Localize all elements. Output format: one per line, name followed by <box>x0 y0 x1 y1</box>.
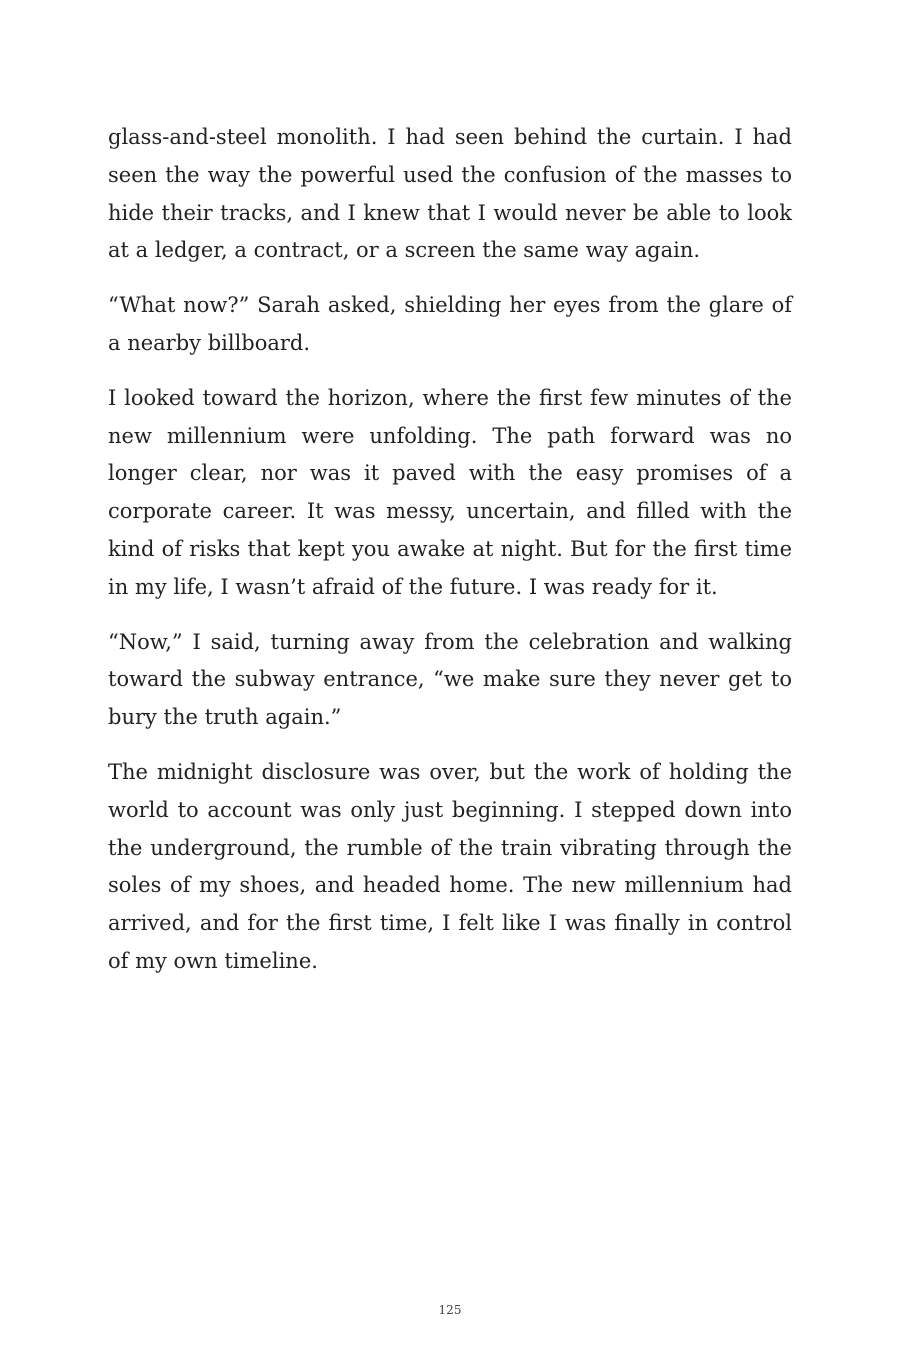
paragraph-1: glass-and-steel monolith. I had seen behind the curtain. I had seen the way the powerful used the confusion of the masses to hide their tracks, and I knew that I would never be able to look at a ledger, a contract, or a screen the same way again. <box>108 125 792 263</box>
paragraph-2: “What now?” Sarah asked, shielding her eyes from the glare of a nearby billboard. <box>108 293 792 355</box>
paragraph-3: I looked toward the horizon, where the first few minutes of the new millennium were unfolding. The path forward was no longer clear, nor was it paved with the easy promises of a corporate career. It was messy, uncertain, and filled with the kind of risks that kept you awake at night. But for the first time in my life, I wasn’t afraid of the future. I was ready for it. <box>108 385 792 599</box>
page-number: 125 <box>438 1303 462 1317</box>
paragraph-4: “Now,” I said, turning away from the celebration and walking toward the subway entrance, “we make sure they never get to bury the truth again.” <box>108 629 792 730</box>
body-text <box>108 119 792 998</box>
paragraph-5: The midnight disclosure was over, but the work of holding the world to account was only just beginning. I stepped down into the underground, the rumble of the train vibrating through the soles of my shoes, and headed home. The new millennium had arrived, and for the first time, I felt like I was finally in control of my own timeline. <box>108 759 792 973</box>
